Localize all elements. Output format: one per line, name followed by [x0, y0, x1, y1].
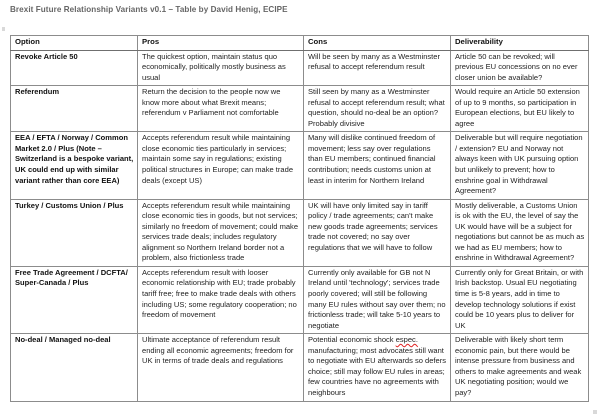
cell-cons: Many will dislike continued freedom of movement; less say over regulations than EU members; continued financial contribution; needs customs union at least in interim for Northern Ireland — [304, 132, 451, 199]
cell-deliverability: Would require an Article 50 extension of up to 9 months, so participation in European elections, but EU likely to agree — [451, 86, 589, 132]
column-header-cons: Cons — [304, 36, 451, 51]
table-row — [11, 132, 589, 199]
cell-cons: UK will have only limited say in tariff policy / trade agreements; can't make new goods trade agreements; services trade not covered; no say over regulations that we will have to follow — [304, 199, 451, 266]
cell-deliverability: Currently only for Great Britain, or with Irish backstop. Usual EU negotiating time is 5-8 years, add in time to develop technology solutions if exist could be 10 years plus to deliver for UK — [451, 266, 589, 333]
cell-option: Referendum — [11, 86, 138, 132]
cell-pros: Accepts referendum result while maintaining close economic ties particularly in services; maintain some say in regulations; existing political structures in Europe; can make trade deals (except US) — [138, 132, 304, 199]
table-row — [11, 86, 589, 132]
cell-option: EEA / EFTA / Norway / Common Market 2.0 / Plus (Note – Switzerland is a bespoke variant, UK could end up with similar variant rather than core EEA) — [11, 132, 138, 199]
table-row — [11, 50, 589, 86]
cell-pros: Accepts referendum result while maintaining close economic ties in goods, but not services; similarly no freedom of movement; could make services trade deals; includes regulatory alignment so Northern Ireland border not a problem, also frictionless trade — [138, 199, 304, 266]
page-title: Brexit Future Relationship Variants v0.1 – Table by David Henig, ECIPE — [10, 5, 288, 14]
cons-text-after: manufacturing; most advocates still want to negotiate with EU afterwards so defers choice; still may follow EU rules in areas; few countries have no agreements with neighbours — [308, 345, 447, 397]
cell-option: Turkey / Customs Union / Plus — [11, 199, 138, 266]
cell-pros: Accepts referendum result with looser economic relationship with EU; trade probably tariff free; free to make trade deals with others including US; some regulatory cooperation; no freedom of movement — [138, 266, 304, 333]
scan-artifact-top-left — [2, 27, 5, 31]
cell-deliverability: Article 50 can be revoked; will previous EU concessions on no ever closer union be available? — [451, 50, 589, 86]
cell-cons — [304, 334, 451, 401]
cell-pros: The quickest option, maintain status quo economically, politically mostly business as usual — [138, 50, 304, 86]
cell-cons: Currently only available for GB not N Ireland until 'technology'; services trade poorly covered; will still be following many EU rules without say over them; no frictionless trade; will take 5-10 years to negotiate — [304, 266, 451, 333]
spellcheck-flagged-word: espec. — [395, 335, 418, 345]
column-header-pros: Pros — [138, 36, 304, 51]
scan-artifact-bottom-right — [593, 410, 597, 414]
cell-option: Free Trade Agreement / DCFTA/ Super-Canada / Plus — [11, 266, 138, 333]
cell-cons: Will be seen by many as a Westminster refusal to accept referendum result — [304, 50, 451, 86]
table-row — [11, 334, 589, 401]
column-header-option: Option — [11, 36, 138, 51]
table-row — [11, 266, 589, 333]
cell-deliverability: Mostly deliverable, a Customs Union is ok with the EU, the level of say the UK would have will be a subject for negotiations but cannot be as much as we had as EU members; how to enshrine in Withdrawal Agreement? — [451, 199, 589, 266]
table-header-row — [11, 36, 589, 51]
cell-option: Revoke Article 50 — [11, 50, 138, 86]
variants-table — [10, 35, 589, 402]
table-row — [11, 199, 589, 266]
cell-pros: Return the decision to the people now we know more about what Brexit means; referendum v Parliament not comfortable — [138, 86, 304, 132]
cons-text-before: Potential economic shock — [308, 335, 396, 345]
cell-cons: Still seen by many as a Westminster refusal to accept referendum result; what question, should no-deal be an option? Probably divisive — [304, 86, 451, 132]
cell-pros: Ultimate acceptance of referendum result ending all economic agreements; freedom for UK in terms of trade deals and regulations — [138, 334, 304, 401]
cell-option: No-deal / Managed no-deal — [11, 334, 138, 401]
cell-deliverability: Deliverable with likely short term economic pain, but there would be intense pressure from business and others to make agreements and weak UK negotiating position; would we pay? — [451, 334, 589, 401]
column-header-deliverability: Deliverability — [451, 36, 589, 51]
cell-deliverability: Deliverable but will require negotiation / extension? EU and Norway not always keen with UK pursuing option but unlikely to prevent; how to enshrine goal in Withdrawal Agreement? — [451, 132, 589, 199]
